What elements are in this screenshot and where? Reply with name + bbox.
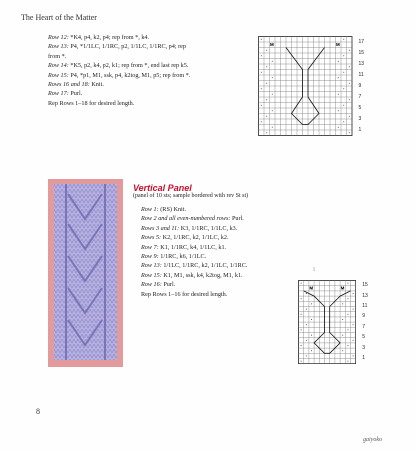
chart-row-number: 15 xyxy=(358,49,365,56)
chart-row-number: 5 xyxy=(362,334,365,341)
purl-dot xyxy=(347,361,348,362)
instruction-label: Rows 3 and 11: xyxy=(141,224,180,232)
chart-grid xyxy=(298,280,356,364)
instruction-line xyxy=(141,243,356,252)
make-one-marker: M xyxy=(336,42,340,47)
purl-dot xyxy=(261,88,262,89)
chart-grid xyxy=(258,36,353,136)
instruction-label: Row 2 and all even-numbered rows: xyxy=(141,215,231,223)
chart-row-number: 17 xyxy=(358,38,365,45)
instruction-line xyxy=(141,233,356,242)
chart-row-number: 11 xyxy=(358,71,364,78)
purl-dot xyxy=(343,39,344,40)
purl-dot xyxy=(306,355,307,356)
chart-row-number: 3 xyxy=(362,344,365,351)
purl-dot xyxy=(353,340,354,341)
chart-row-number: 3 xyxy=(358,115,362,122)
instruction-label: Row 12: xyxy=(48,34,69,41)
purl-dot xyxy=(272,77,273,78)
chart-row-number: 13 xyxy=(358,60,365,67)
purl-dot xyxy=(266,83,267,84)
panel-subtitle: (panel of 10 sts; sample bordered with rev St st) xyxy=(133,193,249,199)
instruction-text: Purl. xyxy=(68,90,83,98)
instruction-text: K1, 1/1RC, k4, 1/1LC, k1. xyxy=(158,243,227,251)
make-one-marker: M xyxy=(340,285,345,291)
purl-dot xyxy=(338,127,339,128)
purl-dot xyxy=(347,283,348,284)
purl-dot xyxy=(266,99,267,100)
top-knitting-chart xyxy=(258,36,365,136)
purl-dot xyxy=(266,132,267,133)
instruction-text: Purl. xyxy=(161,281,176,289)
purl-dot xyxy=(272,61,273,62)
instruction-line xyxy=(48,99,248,108)
instruction-line xyxy=(48,33,248,42)
purl-dot xyxy=(343,88,344,89)
purl-dot xyxy=(306,340,307,341)
purl-dot xyxy=(301,345,302,346)
purl-dot xyxy=(342,303,343,304)
purl-dot xyxy=(349,116,350,117)
purl-dot xyxy=(347,298,348,299)
instruction-line xyxy=(141,214,356,223)
instruction-line xyxy=(48,80,248,89)
instruction-text: (RS) Knit. xyxy=(158,206,187,213)
purl-dot xyxy=(261,39,262,40)
purl-dot xyxy=(311,335,312,336)
instruction-label: Row 14: xyxy=(48,62,69,70)
purl-dot xyxy=(349,99,350,100)
chart-row-number: 11 xyxy=(362,303,368,309)
purl-dot xyxy=(349,132,350,133)
purl-dot xyxy=(311,350,312,351)
purl-dot xyxy=(261,55,262,56)
instruction-text: 1/1LC, 1/1RC, k2, 1/1LC, 1/1RC. xyxy=(161,262,248,270)
purl-dot xyxy=(343,121,344,122)
instruction-text: *K5, p2, k4, p2, k1; rep from *, end last rep k5. xyxy=(68,62,189,70)
purl-dot xyxy=(347,329,348,330)
instruction-text: Rep Rows 1–16 for desired length. xyxy=(141,290,228,298)
instruction-line xyxy=(141,271,356,280)
purl-dot xyxy=(347,345,348,346)
purl-dot xyxy=(266,116,267,117)
instruction-text: Knit. xyxy=(89,81,104,89)
instruction-label: Row 7: xyxy=(141,243,159,251)
purl-dot xyxy=(301,283,302,284)
instruction-label: Rows 5: xyxy=(141,234,162,242)
instruction-text: Rep Rows 1–18 for desired length. xyxy=(48,99,135,107)
chart-row-number: 13 xyxy=(362,292,368,299)
purl-dot xyxy=(342,335,343,336)
instruction-label: Row 15: xyxy=(141,271,162,279)
purl-dot xyxy=(266,50,267,51)
purl-dot xyxy=(342,350,343,351)
instruction-line xyxy=(141,205,356,214)
swatch-photo-frame xyxy=(48,179,123,367)
purl-dot xyxy=(342,319,343,320)
purl-dot xyxy=(301,298,302,299)
purl-dot xyxy=(338,110,339,111)
purl-dot xyxy=(301,361,302,362)
instruction-line xyxy=(48,71,248,80)
purl-dot xyxy=(272,94,273,95)
purl-dot xyxy=(353,355,354,356)
purl-dot xyxy=(338,94,339,95)
purl-dot xyxy=(338,61,339,62)
instruction-line xyxy=(48,42,248,51)
instruction-label: Row 16: xyxy=(141,281,162,289)
purl-dot xyxy=(272,110,273,111)
instruction-line xyxy=(141,252,356,261)
purl-dot xyxy=(343,55,344,56)
instruction-text: 1/1RC, k6, 1/1LC. xyxy=(158,253,207,261)
purl-dot xyxy=(343,72,344,73)
make-one-marker: M xyxy=(309,285,314,291)
purl-dot xyxy=(338,77,339,78)
top-instructions xyxy=(48,33,248,108)
instruction-label: Row 13: xyxy=(48,43,69,51)
purl-dot xyxy=(301,329,302,330)
instruction-label: Row 17: xyxy=(48,90,69,98)
purl-dot xyxy=(301,314,302,315)
purl-dot xyxy=(261,72,262,73)
instruction-label: Row 13: xyxy=(141,262,162,270)
purl-dot xyxy=(353,309,354,310)
purl-dot xyxy=(347,314,348,315)
purl-dot xyxy=(306,293,307,294)
chart-row-number: 7 xyxy=(362,323,365,330)
instruction-text: P4, *1/1LC, 1/1RC, p2, 1/1LC, 1/1RC, p4; rep xyxy=(68,43,187,51)
chart-row-number: 15 xyxy=(362,282,368,289)
instruction-line xyxy=(141,261,356,270)
make-one-marker: M xyxy=(270,42,274,47)
purl-dot xyxy=(353,324,354,325)
purl-dot xyxy=(349,66,350,67)
instruction-line xyxy=(48,61,248,70)
purl-dot xyxy=(311,319,312,320)
instruction-line xyxy=(48,52,248,61)
purl-dot xyxy=(349,83,350,84)
running-header: The Heart of the Matter xyxy=(21,13,97,22)
purl-dot xyxy=(261,105,262,106)
instruction-label: Rows 16 and 18: xyxy=(48,81,90,89)
stray-pen-mark: ɩ xyxy=(313,264,316,273)
swatch-texture xyxy=(54,184,117,360)
instruction-line xyxy=(141,224,356,233)
panel-title: Vertical Panel xyxy=(133,183,192,193)
instruction-text: K1, M1, ssk, k4, k2tog, M1, k1. xyxy=(161,271,243,279)
instruction-text: P4, *p1, M1, ssk, p4, k2tog, M1, p5; rep from *. xyxy=(68,71,191,79)
chart-row-number: 7 xyxy=(358,93,362,100)
instruction-text: from *. xyxy=(48,52,67,60)
purl-dot xyxy=(266,66,267,67)
signature: gaiyoko xyxy=(363,437,382,443)
page-number: 8 xyxy=(36,407,40,416)
instruction-text: Purl. xyxy=(230,215,244,223)
instruction-label: Row 9: xyxy=(141,253,159,261)
panel-knitting-chart xyxy=(298,280,368,364)
instruction-label: Row 1: xyxy=(141,206,159,213)
purl-dot xyxy=(311,303,312,304)
purl-dot xyxy=(272,127,273,128)
purl-dot xyxy=(349,50,350,51)
chart-row-number: 9 xyxy=(358,82,362,89)
chart-row-number: 1 xyxy=(358,126,362,133)
knit-swatch-photo xyxy=(54,184,117,360)
chart-row-number: 1 xyxy=(362,355,365,361)
purl-dot xyxy=(306,324,307,325)
purl-dot xyxy=(306,309,307,310)
chart-row-number: 9 xyxy=(362,313,365,320)
instruction-text: K3, 1/1RC, 1/1LC, k3. xyxy=(179,224,238,232)
chart-row-number: 5 xyxy=(358,104,362,111)
instruction-label: Row 15: xyxy=(48,71,69,79)
instruction-text: *K4, p4, k2, p4; rep from *, k4. xyxy=(68,34,150,41)
purl-dot xyxy=(353,293,354,294)
purl-dot xyxy=(343,105,344,106)
purl-dot xyxy=(261,121,262,122)
instruction-line xyxy=(48,89,248,98)
instruction-text: K2, 1/1RC, k2, 1/1LC, k2. xyxy=(161,234,229,242)
